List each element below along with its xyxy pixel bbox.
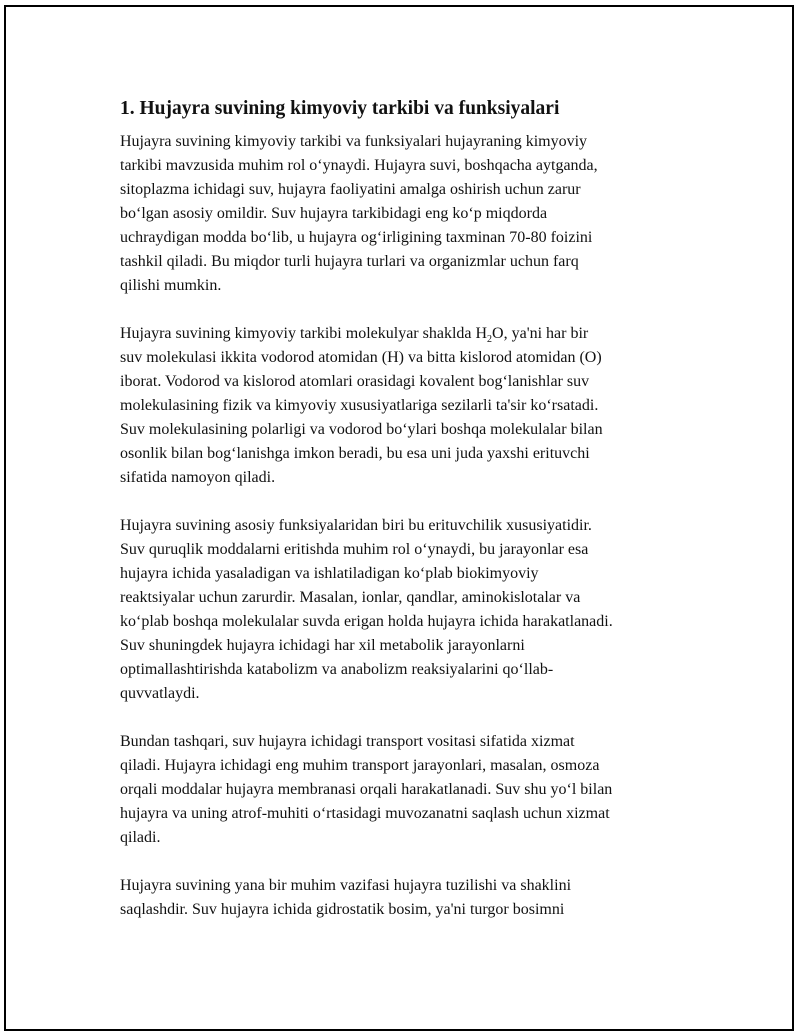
paragraph-line: Hujayra suvining kimyoviy tarkibi va funksiyalari hujayraning kimyoviy (120, 133, 588, 150)
paragraph-line: bo‘lgan asosiy omildir. Suv hujayra tarkibidagi eng ko‘p miqdorda (120, 205, 548, 222)
paragraph-line: quvvatlaydi. (120, 685, 200, 702)
formula-line (120, 322, 690, 346)
paragraph-line: reaktsiyalar uchun zarurdir. Masalan, ionlar, qandlar, aminokislotalar va (120, 589, 581, 606)
paragraph-line: hujayra ichida yasaladigan va ishlatiladigan ko‘plab biokimyoviy (120, 565, 539, 582)
page-content (120, 96, 690, 946)
paragraph-line: Suv quruqlik moddalarni eritishda muhim rol o‘ynaydi, bu jarayonlar esa (120, 541, 589, 558)
paragraph-line: uchraydigan modda bo‘lib, u hujayra og‘irligining taxminan 70-80 foizini (120, 229, 593, 246)
paragraph-line: sitoplazma ichidagi suv, hujayra faoliyatini amalga oshirish uchun zarur (120, 181, 581, 198)
paragraph-line: qilishi mumkin. (120, 277, 222, 294)
paragraph-line: Bundan tashqari, suv hujayra ichidagi transport vositasi sifatida xizmat (120, 733, 575, 750)
paragraph-line: iborat. Vodorod va kislorod atomlari orasidagi kovalent bog‘lanishlar suv (120, 373, 590, 390)
paragraph-line: Hujayra suvining asosiy funksiyalaridan biri bu erituvchilik xususiyatidir. (120, 517, 592, 534)
paragraph-line: tarkibi mavzusida muhim rol o‘ynaydi. Hujayra suvi, boshqacha aytganda, (120, 157, 598, 174)
paragraph-line: hujayra va uning atrof-muhiti o‘rtasidagi muvozanatni saqlash uchun xizmat (120, 805, 610, 822)
paragraph-line: osonlik bilan bog‘lanishga imkon beradi, bu esa uni juda yaxshi erituvchi (120, 445, 590, 462)
paragraph (120, 874, 690, 922)
document-page (4, 5, 794, 1031)
paragraph (120, 322, 690, 490)
paragraph-line: Hujayra suvining yana bir muhim vazifasi hujayra tuzilishi va shaklini (120, 877, 572, 894)
paragraph (120, 130, 690, 298)
paragraph-line: ko‘plab boshqa molekulalar suvda erigan holda hujayra ichida harakatlanadi. (120, 613, 613, 630)
formula-subscript: 2 (487, 334, 493, 346)
formula-line-before: Hujayra suvining kimyoviy tarkibi molekulyar shaklda H (120, 325, 488, 342)
paragraph-line: qiladi. (120, 829, 161, 846)
paragraph-line: saqlashdir. Suv hujayra ichida gidrostatik bosim, ya'ni turgor bosimni (120, 901, 565, 918)
paragraph-line: optimallashtirishda katabolizm va anabolizm reaksiyalarini qo‘llab- (120, 661, 554, 678)
paragraph (120, 730, 690, 850)
paragraph-line: Suv shuningdek hujayra ichidagi har xil metabolik jarayonlarni (120, 637, 525, 654)
paragraph-line: qiladi. Hujayra ichidagi eng muhim transport jarayonlari, masalan, osmoza (120, 757, 600, 774)
paragraph-line: orqali moddalar hujayra membranasi orqali harakatlanadi. Suv shu yo‘l bilan (120, 781, 613, 798)
paragraph (120, 514, 690, 706)
section-heading: 1. Hujayra suvining kimyoviy tarkibi va funksiyalari (120, 98, 560, 119)
paragraph-line: sifatida namoyon qiladi. (120, 469, 276, 486)
formula-line-after: O, ya'ni har bir (492, 325, 589, 342)
paragraph-line: tashkil qiladi. Bu miqdor turli hujayra turlari va organizmlar uchun farq (120, 253, 579, 270)
paragraph-line: Suv molekulasining polarligi va vodorod bo‘ylari boshqa molekulalar bilan (120, 421, 603, 438)
paragraph-line: suv molekulasi ikkita vodorod atomidan (H) va bitta kislorod atomidan (O) (120, 349, 602, 366)
paragraph-line: molekulasining fizik va kimyoviy xususiyatlariga sezilarli ta'sir ko‘rsatadi. (120, 397, 599, 414)
